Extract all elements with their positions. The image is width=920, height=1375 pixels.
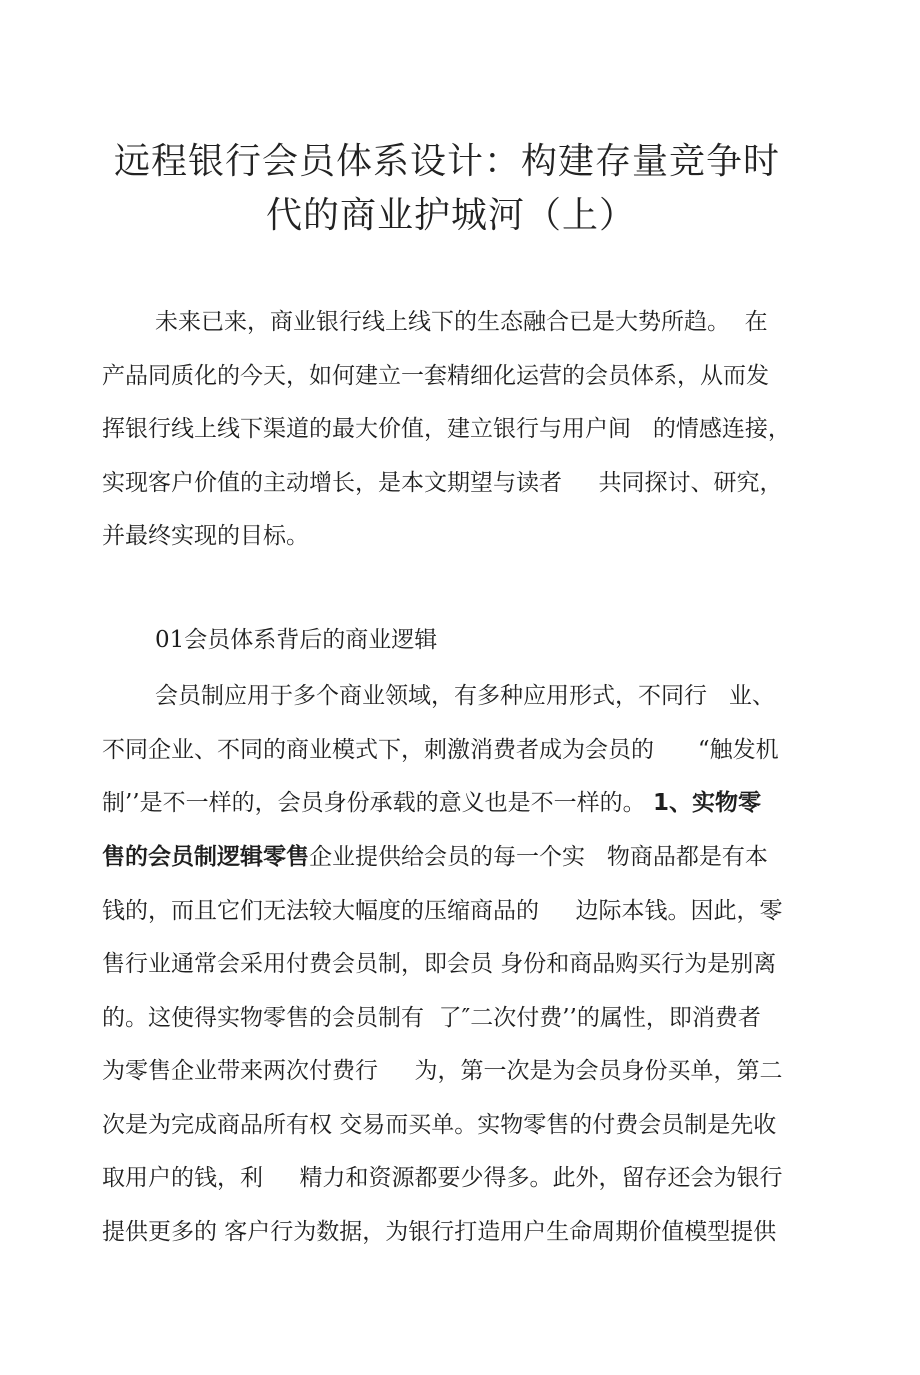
bold-heading-part-2: 售的会员制逻辑零售 <box>102 844 309 870</box>
body-line-3-text: 制’’是不一样的，会员身份承载的意义也是不一样的。 <box>102 790 653 816</box>
body-line-5: 钱的，而且它们无法较大幅度的压缩商品的 边际本钱。因此，零 <box>102 898 783 924</box>
intro-line-3: 挥银行线上线下渠道的最大价值，建立银行与用户间 的情感连接， <box>102 416 791 442</box>
body-line-4 <box>102 841 828 873</box>
body-line-3 <box>102 787 828 819</box>
body-line-9: 次是为完成商品所有权 交易而买单。实物零售的付费会员制是先收 <box>102 1112 777 1138</box>
intro-line-1: 未来已来，商业银行线上线下的生态融合已是大势所趋。 在 <box>155 309 768 335</box>
body-line-4-text: 企业提供给会员的每一个实 物商品都是有本 <box>309 844 768 870</box>
intro-line-5: 并最终实现的目标。 <box>102 523 309 549</box>
body-line-7: 的。这使得实物零售的会员制有 了″二次付费’’的属性，即消费者 <box>102 1005 761 1031</box>
body-line-6: 售行业通常会采用付费会员制，即会员 身份和商品购买行为是别离 <box>102 951 777 977</box>
title-line-2: 代的商业护城河（上） <box>266 195 637 236</box>
body-line-11: 提供更多的 客户行为数据，为银行打造用户生命周期价值模型提供 <box>102 1219 777 1245</box>
section-heading: 01会员体系背后的商业逻辑 <box>155 627 438 653</box>
body-line-1: 会员制应用于多个商业领域，有多种应用形式，不同行 业、 <box>155 683 775 709</box>
bold-heading-part-1: 1、实物零 <box>652 790 761 816</box>
body-line-2: 不同企业、不同的商业模式下，刺激消费者成为会员的 “触发机 <box>102 737 779 763</box>
intro-line-4: 实现客户价值的主动增长，是本文期望与读者 共同探讨、研究， <box>102 470 783 496</box>
body-line-10: 取用户的钱，利 精力和资源都要少得多。此外，留存还会为银行 <box>102 1165 783 1191</box>
title-line-1: 远程银行会员体系设计：构建存量竞争时 <box>114 141 781 182</box>
intro-line-2: 产品同质化的今天，如何建立一套精细化运营的会员体系，从而发 <box>102 363 769 389</box>
body-line-8: 为零售企业带来两次付费行 为，第一次是为会员身份买单，第二 <box>102 1058 783 1084</box>
